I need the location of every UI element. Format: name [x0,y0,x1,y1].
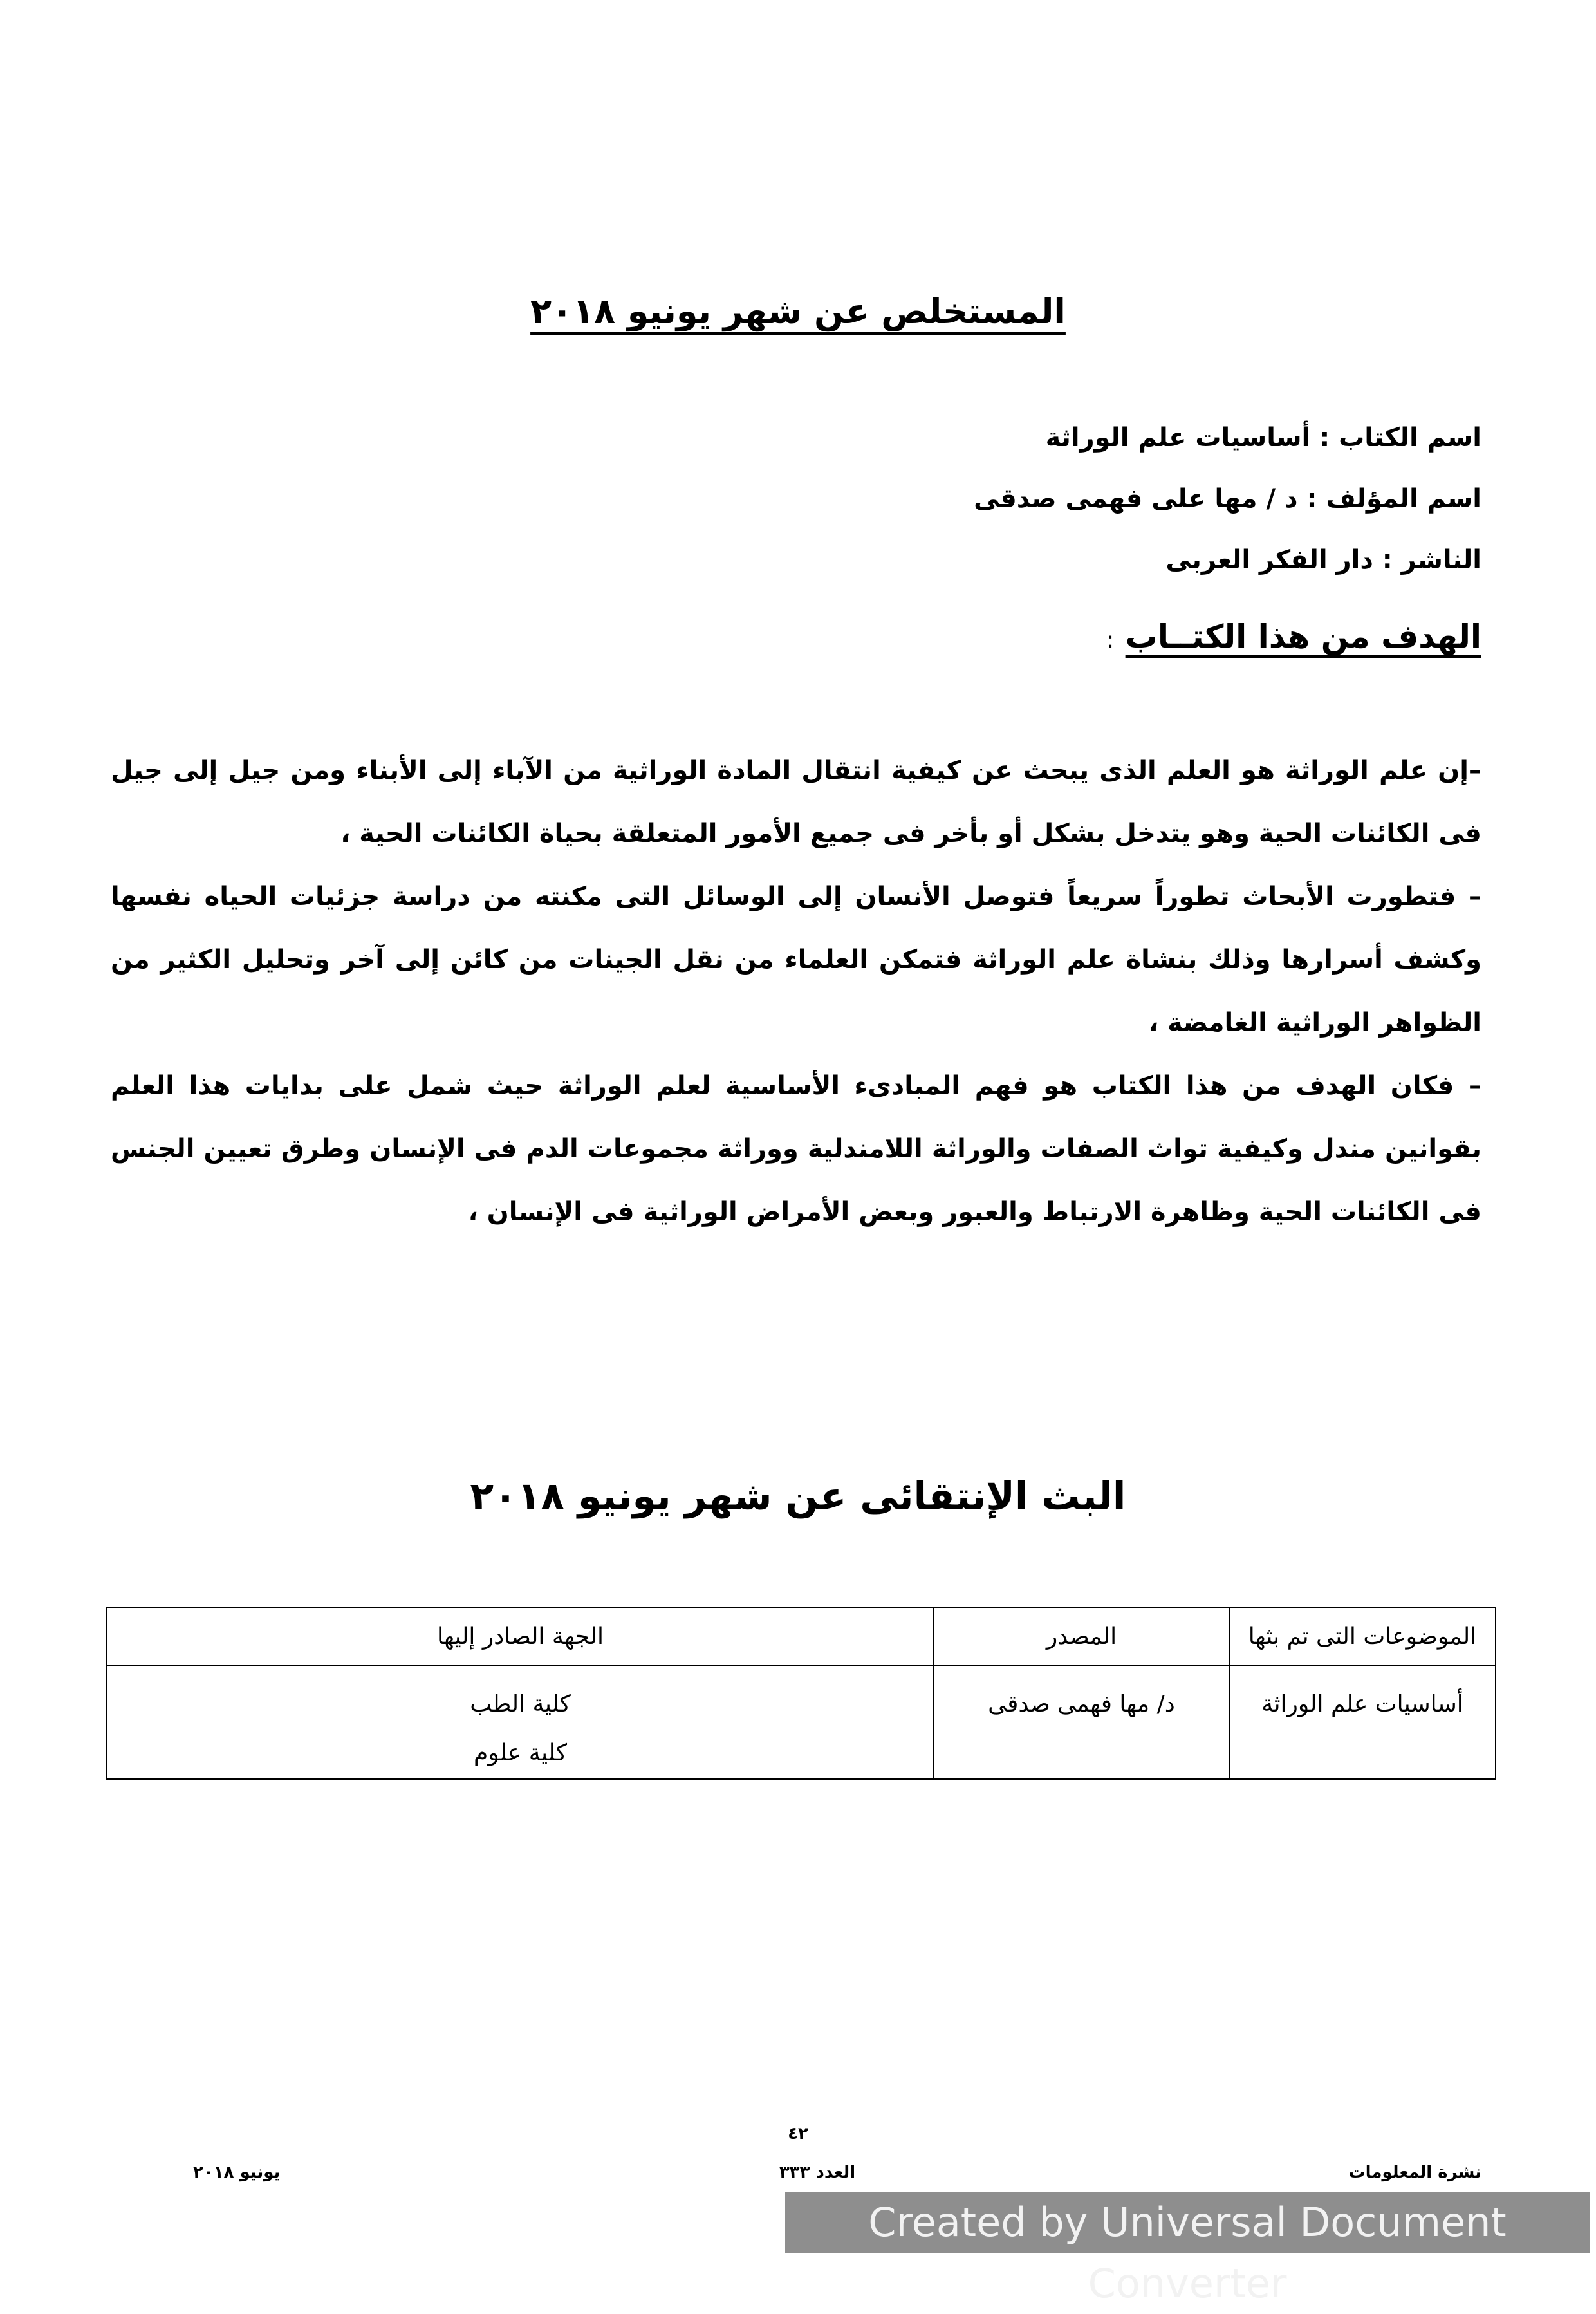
footer-date: يونيو ٢٠١٨ [193,2163,281,2182]
header-recipients: الجهة الصادر إليها [107,1607,934,1665]
footer-issue: العدد ٣٣٣ [779,2163,856,2182]
table-header-row [107,1607,1496,1665]
broadcast-title: البث الإنتقائى عن شهر يونيو ٢٠١٨ [470,1474,1126,1519]
page-footer [0,2124,1596,2201]
abstract-paragraph: – فتطورت الأبحاث تطوراً سريعاً فتوصل الأنسان إلى الوسائل التى مكنته من دراسة جزئيات الحياه نفسها وكشف أسرارها وذلك بنشاة علم الوراثة فتمكن العلماء من نقل الجينات من كائن إلى آخر وتحليل الكثير من الظواهر الوراثية الغامضة ، [111,882,1481,1038]
goal-heading-colon: : [1106,627,1115,653]
cell-topic: أساسيات علم الوراثة [1229,1665,1496,1779]
cell-recipients [107,1665,934,1779]
header-source: المصدر [934,1607,1229,1665]
broadcast-table [106,1607,1496,1780]
cell-source: د/ مها فهمى صدقى [934,1665,1229,1779]
abstract-title: المستخلص عن شهر يونيو ٢٠١٨ [530,291,1066,331]
footer-publication: نشرة المعلومات [1348,2163,1481,2182]
goal-heading [580,618,1481,655]
table-row [107,1665,1496,1779]
publisher-line: الناشر : دار الفكر العربى [1165,545,1481,575]
abstract-paragraph: –إن علم الوراثة هو العلم الذى يبحث عن كيفية انتقال المادة الوراثية من الآباء إلى الأبناء ومن جيل إلى جيل فى الكائنات الحية وهو يتدخل بشكل أو بأخر فى جميع الأمور المتعلقة بحياة الكائنات الحية ، [111,756,1481,848]
converter-watermark: Created by Universal Document Converter [785,2192,1590,2253]
abstract-body [111,739,1481,1244]
author-line: اسم المؤلف : د / مها على فهمى صدقى [974,484,1481,514]
book-name-line: اسم الكتاب : أساسيات علم الوراثة [1045,423,1481,453]
header-topics: الموضوعات التى تم بثها [1229,1607,1496,1665]
page-number: ٤٢ [788,2124,808,2143]
recipient-item: كلية علوم [474,1740,567,1766]
abstract-paragraph: – فكان الهدف من هذا الكتاب هو فهم المبادىء الأساسية لعلم الوراثة حيث شمل على بدايات هذا العلم بقوانين مندل وكيفية تواث الصفات والوراثة اللامندلية ووراثة مجموعات الدم فى الإنسان وطرق تعيين الجنس فى الكائنات الحية وظاهرة الارتباط والعبور وبعض الأمراض الوراثية فى الإنسان ، [111,1071,1481,1227]
goal-heading-text: الهدف من هذا الكتــاب [1125,618,1481,655]
recipient-item: كلية الطب [470,1691,571,1717]
